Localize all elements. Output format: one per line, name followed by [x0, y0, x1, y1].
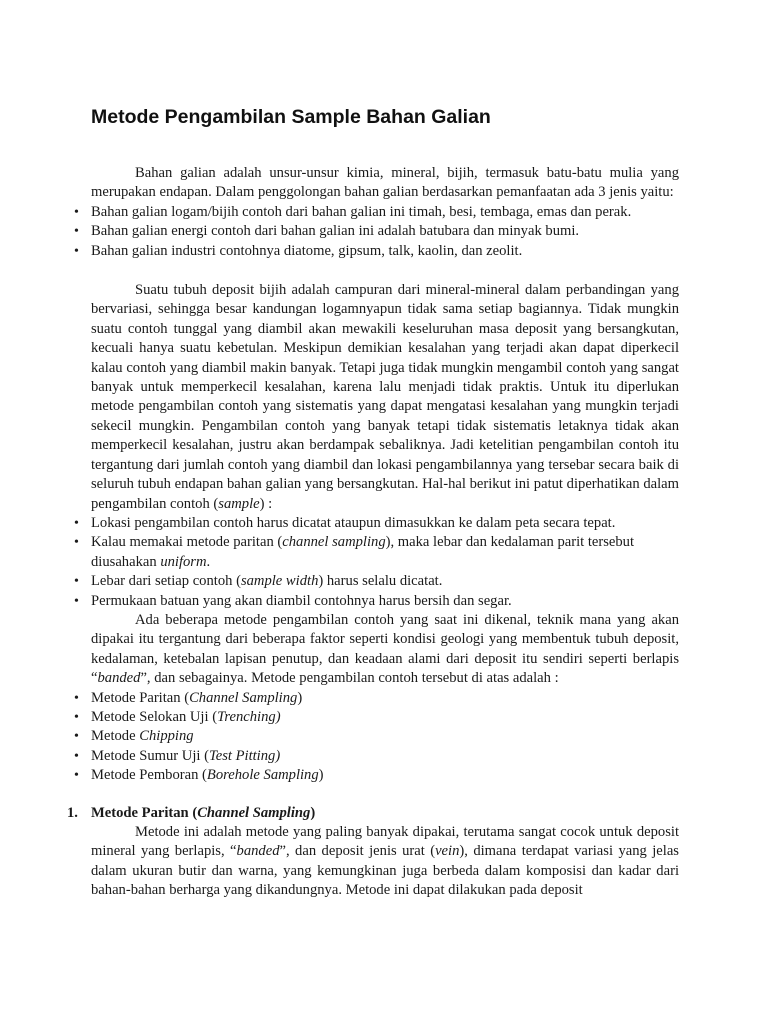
list-item: • Metode Paritan (Channel Sampling): [91, 689, 679, 708]
list-item: • Bahan galian industri contohnya diatome, gipsum, talk, kaolin, dan zeolit.: [91, 242, 679, 261]
list-item: • Metode Sumur Uji (Test Pitting): [91, 747, 679, 766]
document-body: [67, 164, 679, 901]
methods-paragraph: Ada beberapa metode pengambilan contoh yang saat ini dikenal, teknik mana yang akan dipakai itu tergantung dari beberapa faktor seperti kondisi geologi yang membentuk tubuh deposit, kedalaman, ketebalan lapisan penutup, dan keadaan alami dari deposit itu sendiri seperti berlapis “banded”, dan sebagainya. Metode pengambilan contoh tersebut di atas adalah :: [91, 611, 679, 687]
section-number: 1.: [67, 804, 78, 821]
document-title: Metode Pengambilan Sample Bahan Galian: [91, 106, 491, 128]
spacer: [91, 261, 679, 281]
intro-paragraph: Bahan galian adalah unsur-unsur kimia, mineral, bijih, termasuk batu-batu mulia yang merupakan endapan. Dalam penggolongan bahan galian berdasarkan pemanfaatan ada 3 jenis yaitu:: [91, 165, 679, 201]
list-item: • Bahan galian energi contoh dari bahan galian ini adalah batubara dan minyak bumi.: [91, 222, 679, 241]
list-item: • Metode Chipping: [91, 727, 679, 746]
methods-list: [91, 689, 679, 786]
list-item: • Metode Pemboran (Borehole Sampling): [91, 766, 679, 785]
section-paragraph: Metode ini adalah metode yang paling banyak dipakai, terutama sangat cocok untuk deposit mineral yang berlapis, “banded”, dan deposit jenis urat (vein), dimana terdapat variasi yang jelas dalam ukuran butir dan warna, yang kemungkinan juga berbeda dalam komposisi dan kadar dari bahan-bahan berharga yang dikandungnya. Metode ini dapat dilakukan pada deposit: [91, 824, 679, 899]
list-item: • Bahan galian logam/bijih contoh dari bahan galian ini timah, besi, tembaga, emas dan perak.: [91, 203, 679, 222]
sampling-notes-list: [91, 514, 679, 611]
list-item: • Metode Selokan Uji (Trenching): [91, 708, 679, 727]
section-heading: 1. Metode Paritan (Channel Sampling): [91, 804, 679, 823]
list-item: • Lokasi pengambilan contoh harus dicatat ataupun dimasukkan ke dalam peta secara tepat.: [91, 514, 679, 533]
spacer: [91, 786, 679, 804]
list-item: • Lebar dari setiap contoh (sample width) harus selalu dicatat.: [91, 572, 679, 591]
list-item: • Permukaan batuan yang akan diambil contohnya harus bersih dan segar.: [91, 592, 679, 611]
deposit-paragraph: Suatu tubuh deposit bijih adalah campuran dari mineral-mineral dalam perbandingan yang bervariasi, sehingga besar kandungan logamnyapun tidak sama setiap bagiannya. Tidak mungkin suatu contoh tunggal yang diambil akan mewakili keseluruhan masa deposit yang bersangkutan, kecuali hanya suatu kebetulan. Meskipun demikian kesalahan yang terjadi akan dapat diperkecil kalau contoh yang diambil makin banyak. Tetapi juga tidak mungkin mengambil contoh yang sangat banyak untuk memperkecil kesalahan, karena lalu menjadi tidak praktis. Untuk itu diperlukan metode pengambilan contoh yang sistematis yang dapat mengatasi kesalahan yang mungkin terjadi sekecil mungkin. Pengambilan contoh yang banyak tetapi tidak sistematis letaknya tidak akan memperkecil kesalahan, justru akan berdampak sebaliknya. Jadi ketelitian pengambilan contoh itu tergantung dari jumlah contoh yang diambil dan lokasi pengambilannya yang tersebar secara baik di seluruh tubuh endapan bahan galian yang bersangkutan. Hal-hal berikut ini patut diperhatikan dalam pengambilan contoh (sample) :: [91, 282, 679, 512]
list-item: • Kalau memakai metode paritan (channel sampling), maka lebar dan kedalaman parit tersebut diusahakan uniform.: [91, 533, 679, 572]
mineral-types-list: [91, 203, 679, 261]
